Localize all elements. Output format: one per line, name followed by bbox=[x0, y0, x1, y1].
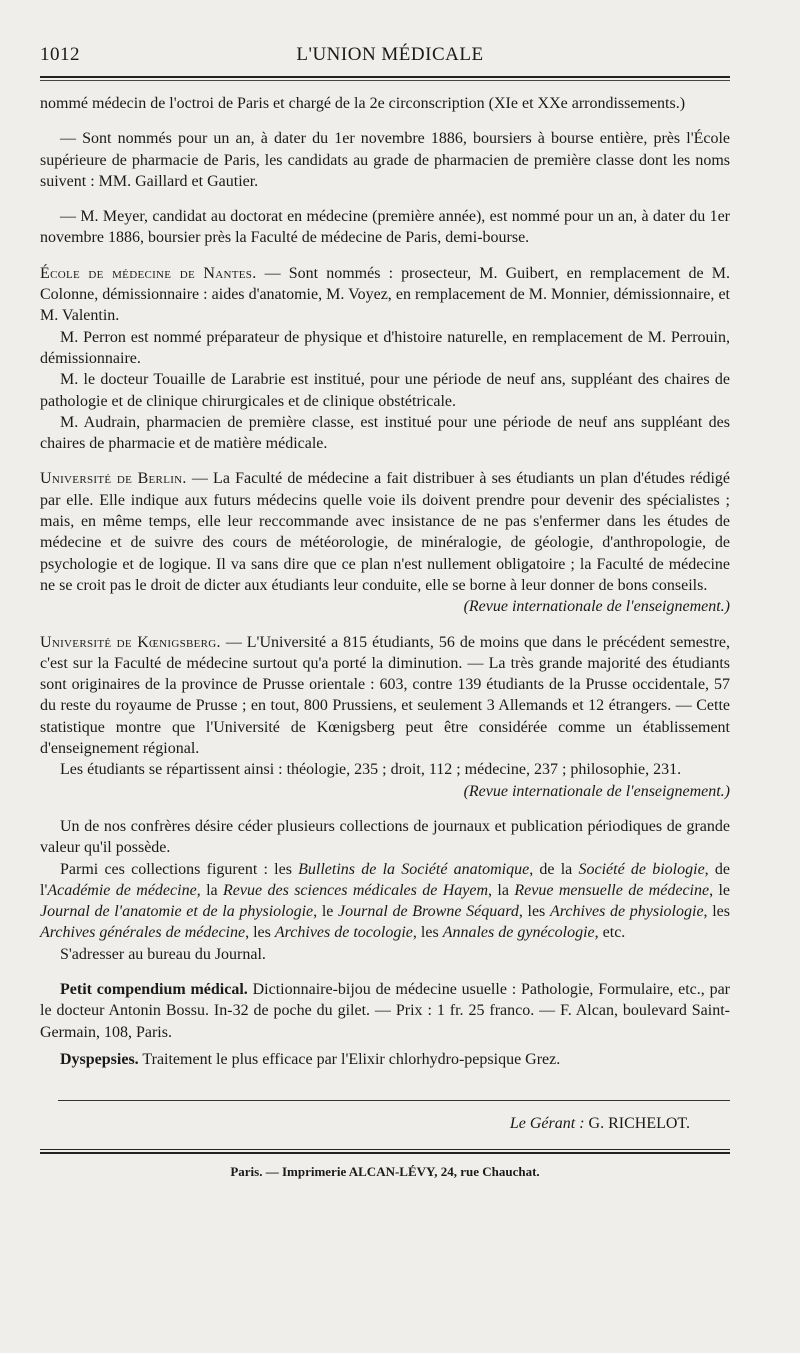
advertisement-compendium bbox=[40, 979, 730, 1043]
page-number: 1012 bbox=[40, 44, 80, 65]
printer-imprint: Paris. — Imprimerie ALCAN-LÉVY, 24, rue Chauchat. bbox=[230, 1164, 540, 1180]
header-rule bbox=[40, 76, 730, 78]
paragraph bbox=[40, 759, 730, 802]
ad-text: Dictionnaire-bijou de médecine usuelle : Pathologie, Formulaire, etc., par le docteur Antonin Bossu. In-32 de poche du gilet. — Prix : 1 fr. 25 franco. — F. Alcan, boulevard Saint-Germain, 108, Paris. bbox=[40, 980, 730, 1041]
paragraph: S'adresser au bureau du Journal. bbox=[60, 945, 266, 963]
source-citation: (Revue internationale de l'enseignement.) bbox=[463, 598, 730, 616]
paragraph: Un de nos confrères désire céder plusieurs collections de journaux et publication périodiques de grande valeur qu'il possède. bbox=[40, 817, 730, 857]
source-citation: (Revue internationale de l'enseignement.) bbox=[463, 782, 730, 800]
article-body bbox=[40, 93, 730, 1070]
paragraph-text: Les étudiants se répartissent ainsi : théologie, 235 ; droit, 112 ; médecine, 237 ; philosophie, 231. bbox=[60, 761, 682, 779]
advertisement-dyspepsies bbox=[40, 1049, 730, 1070]
ad-text: Traitement le plus efficace par l'Elixir chlorhydro-pepsique Grez. bbox=[138, 1050, 561, 1068]
paragraph-text: — Sont nommés : prosecteur, M. Guibert, en remplacement de M. Colonne, démissionnaire : aides d'anatomie, M. Voyez, en remplacement de M. Monnier, démissionnaire, et M. Valentin. bbox=[40, 264, 730, 325]
footer-rule bbox=[40, 1149, 730, 1150]
paragraph-text: — L'Université a 815 étudiants, 56 de moins que dans le précédent semestre, c'est sur la Faculté de médecine surtout qu'a porté la diminution. — La très grande majorité des étudiants sont originaires de la province de Prusse orientale : 603, contre 139 étudiants de la Prusse occidentale, 57 du reste du royaume de Prusse ; en tout, 800 Prussiens, et seulement 3 Allemands et 12 étrangers. — Cette statistique montre que l'Université de Kœnigsberg peut être considérée comme un établissement d'enseignement régional. bbox=[40, 633, 731, 758]
page-header bbox=[40, 44, 730, 74]
section-heading: Université de Kœnigsberg. bbox=[40, 633, 221, 651]
ad-title: Petit compendium médical. bbox=[60, 980, 248, 998]
paragraph-text: — La Faculté de médecine a fait distribuer à ses étudiants un plan d'études rédigé par elle. Elle indique aux futurs médecins quelle voie ils doivent prendre pour devenir des spécialistes ; mais, en même temps, elle leur reccommande avec insistance de ne pas s'enfermer dans les études de médecine et de suivre des cours de météorologie, de minéralogie, de géologie, d'anthropologie, de psychologie et de logique. Il va sans dire que ce plan n'est nullement obligatoire ; la Faculté de médecine ne se croit pas le droit de dicter aux étudiants leur conduite, elle se borne à leur donner de bons conseils. bbox=[40, 470, 731, 594]
paragraph: nommé médecin de l'octroi de Paris et chargé de la 2e circonscription (XIe et XXe arrondissements.) bbox=[40, 95, 686, 112]
divider bbox=[58, 1100, 730, 1101]
paragraph: M. Perron est nommé préparateur de physique et d'histoire naturelle, en remplacement de M. Perrouin, démissionnaire. bbox=[40, 328, 730, 367]
paragraph-berlin bbox=[40, 468, 730, 617]
paragraph: M. Audrain, pharmacien de première classe, est institué pour une période de neuf ans suppléant des chaires de pharmacie et de matière médicale. bbox=[40, 413, 730, 453]
ad-title: Dyspepsies. bbox=[60, 1050, 139, 1068]
paragraph-konigsberg bbox=[40, 632, 730, 760]
paragraph-collections: Parmi ces collections figurent : les Bulletins de la Société anatomique, de la Société de biologie, de l'Académie de médecine, la Revue des sciences médicales de Hayem, la Revue mensuelle de médecine, le Journal de l'anatomie et de la physiologie, le Journal de Browne Séquard, les Archives de physiologie, les Archives générales de médecine, les Archives de tocologie, les Annales de gynécologie, etc. bbox=[40, 860, 731, 942]
paragraph: M. le docteur Touaille de Larabrie est institué, pour une période de neuf ans, suppléant des chaires de pathologie et de clinique chirurgicales et de clinique obstétricale. bbox=[40, 371, 730, 410]
paragraph-nantes bbox=[40, 263, 730, 327]
header-rule-thin bbox=[40, 80, 730, 81]
section-heading: École de médecine de Nantes. bbox=[40, 264, 257, 282]
gerant-signature: Le Gérant : G. RICHELOT. bbox=[509, 1115, 690, 1133]
paragraph: — M. Meyer, candidat au doctorat en médecine (première année), est nommé pour un an, à dater du 1er novembre 1886, boursier près la Faculté de médecine de Paris, demi-bourse. bbox=[40, 208, 730, 247]
document-page bbox=[40, 44, 730, 1180]
journal-title: L'UNION MÉDICALE bbox=[296, 44, 484, 65]
section-heading: Université de Berlin. bbox=[40, 470, 187, 488]
paragraph: — Sont nommés pour un an, à dater du 1er novembre 1886, boursiers à bourse entière, près l'École supérieure de pharmacie de Paris, les candidats au grade de pharmacien de première classe dont les noms suivent : MM. Gaillard et Gautier. bbox=[40, 130, 730, 190]
footer-rule-thick bbox=[40, 1152, 730, 1154]
